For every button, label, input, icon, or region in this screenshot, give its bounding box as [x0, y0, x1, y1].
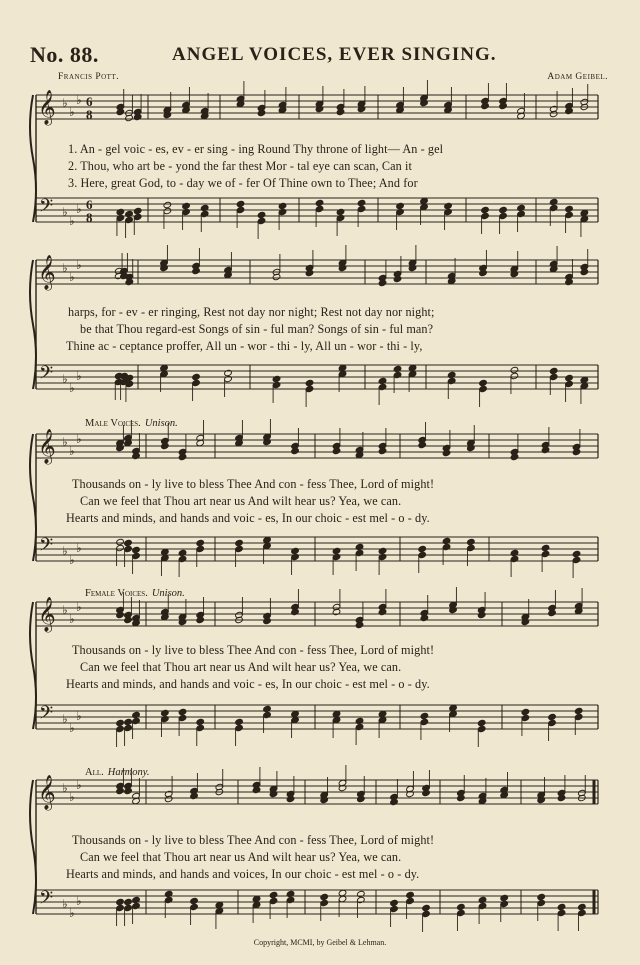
flat-sign: ♭: [76, 600, 82, 614]
note-head: [336, 208, 345, 215]
note-head: [479, 379, 488, 386]
lyric-line: Thine ac - ceptance proffer, All un - wor - thi - ly, All un - wor - thi - ly,: [66, 339, 423, 353]
lyric-line: Can we feel that Thou art near us And wilt hear us? Yea, we can.: [80, 850, 402, 864]
note-head: [320, 893, 329, 900]
time-sig-bottom: 8: [86, 107, 93, 122]
system-brace: [30, 602, 36, 729]
note-head: [500, 894, 509, 901]
note-head: [332, 547, 341, 554]
note-head: [305, 379, 314, 386]
lyric-line: Can we feel that Thou art near us And wilt hear us? Yea, we can.: [80, 660, 402, 674]
flat-sign: ♭: [69, 553, 75, 567]
note-head: [457, 903, 466, 910]
system-brace: [30, 434, 36, 561]
bass-clef-icon: 𝄢: [39, 535, 54, 560]
flat-sign: ♭: [69, 790, 75, 804]
time-sig-top: 6: [86, 94, 93, 109]
flat-sign: ♭: [69, 612, 75, 626]
note-head: [548, 713, 557, 720]
note-head: [291, 547, 300, 554]
flat-sign: ♭: [69, 906, 75, 920]
flat-sign: ♭: [62, 544, 68, 558]
note-head: [521, 708, 530, 715]
note-head: [517, 204, 526, 211]
flat-sign: ♭: [62, 712, 68, 726]
note-head: [124, 898, 133, 905]
note-head: [192, 373, 201, 380]
note-head: [125, 210, 134, 217]
lyric-line: Hearts and minds, and hands and voices, In our choic - est mel - o - dy.: [66, 867, 420, 881]
flat-sign: ♭: [76, 432, 82, 446]
flat-sign: ♭: [69, 381, 75, 395]
note-head: [132, 711, 141, 718]
flat-sign: ♭: [76, 202, 82, 216]
note-head: [357, 199, 366, 206]
note-head: [537, 893, 546, 900]
note-head: [467, 538, 476, 545]
note-head: [565, 205, 574, 212]
note-head: [420, 712, 429, 719]
note-head: [393, 365, 402, 372]
flat-sign: ♭: [76, 369, 82, 383]
note-head: [378, 547, 387, 554]
note-head: [578, 903, 587, 910]
note-head: [235, 718, 244, 725]
hymn-number: No. 88.: [30, 42, 99, 67]
treble-clef-icon: 𝄞: [38, 429, 56, 464]
lyric-line: Thousands on - ly live to bless Thee And con - fess Thee, Lord of might!: [72, 643, 435, 657]
note-head: [182, 202, 191, 209]
flat-sign: ♭: [62, 205, 68, 219]
note-head: [481, 206, 490, 213]
flat-sign: ♭: [76, 709, 82, 723]
hymn-title: ANGEL VOICES, EVER SINGING.: [172, 44, 497, 65]
flat-sign: ♭: [76, 778, 82, 792]
note-head: [235, 539, 244, 546]
lyric-line: be that Thou regard-est Songs of sin - ful man? Songs of sin - ful man?: [80, 322, 434, 336]
note-head: [315, 199, 324, 206]
note-head: [447, 371, 456, 378]
system-brace: [30, 95, 36, 222]
note-head: [549, 198, 558, 205]
flat-sign: ♭: [76, 894, 82, 908]
author-credit: Francis Pott.: [58, 72, 120, 82]
flat-sign: ♭: [69, 214, 75, 228]
note-head: [190, 897, 199, 904]
lyric-line: 1. An - gel voic - es, ev - er sing - ing Round Thy throne of light— An - gel: [68, 142, 444, 156]
flat-sign: ♭: [69, 270, 75, 284]
lyric-line: 2. Thou, who art be - yond the far thest Mor - tal eye can scan, Can it: [68, 159, 412, 173]
flat-sign: ♭: [69, 444, 75, 458]
note-head: [163, 201, 172, 208]
note-head: [390, 899, 399, 906]
flat-sign: ♭: [62, 603, 68, 617]
note-head: [116, 898, 125, 905]
flat-sign: ♭: [62, 435, 68, 449]
note-head: [116, 538, 125, 545]
note-head: [200, 204, 209, 211]
note-head: [572, 550, 581, 557]
time-sig-bottom: 8: [86, 210, 93, 225]
note-head: [124, 718, 133, 725]
note-head: [196, 539, 205, 546]
flat-sign: ♭: [76, 541, 82, 555]
note-head: [541, 544, 550, 551]
lyric-line: 3. Here, great God, to - day we of - fer Of Thine own to Thee; And for: [68, 176, 418, 190]
note-head: [378, 377, 387, 384]
note-head: [396, 202, 405, 209]
note-head: [286, 890, 295, 897]
note-head: [422, 904, 431, 911]
treble-clef-icon: 𝄞: [38, 597, 56, 632]
section-label-male: Male Voices. Unison.: [85, 418, 178, 429]
note-head: [224, 369, 233, 376]
note-head: [132, 896, 141, 903]
system-brace: [30, 260, 36, 389]
lyric-line: Thousands on - ly live to bless Thee And con - fess Thee, Lord of might!: [72, 477, 435, 491]
treble-clef-icon: 𝄞: [38, 255, 56, 290]
lyric-line: Hearts and minds, and hands and voic - es, In our choic - est mel - o - dy.: [66, 511, 430, 525]
note-head: [257, 211, 266, 218]
note-head: [574, 707, 583, 714]
bass-clef-icon: 𝄢: [39, 703, 54, 728]
note-head: [272, 375, 281, 382]
note-head: [557, 903, 566, 910]
note-head: [133, 207, 142, 214]
note-head: [269, 891, 278, 898]
flat-sign: ♭: [69, 105, 75, 119]
lyric-line: harps, for - ev - er ringing, Rest not day nor night; Rest not day nor night;: [68, 305, 435, 319]
composer-credit: Adam Geibel.: [547, 72, 608, 82]
note-head: [478, 896, 487, 903]
note-head: [477, 719, 486, 726]
lyric-line: Hearts and minds, and hands and voic - es, In our choic - est mel - o - dy.: [66, 677, 430, 691]
flat-sign: ♭: [76, 258, 82, 272]
flat-sign: ♭: [62, 372, 68, 386]
note-head: [499, 206, 508, 213]
system-brace: [30, 780, 36, 914]
note-head: [178, 549, 187, 556]
note-head: [549, 367, 558, 374]
note-head: [565, 374, 574, 381]
note-head: [510, 549, 519, 556]
note-head: [196, 718, 205, 725]
note-head: [406, 891, 415, 898]
flat-sign: ♭: [62, 261, 68, 275]
note-head: [116, 208, 125, 215]
note-head: [444, 202, 453, 209]
flat-sign: ♭: [76, 93, 82, 107]
note-head: [510, 366, 519, 373]
flat-sign: ♭: [62, 96, 68, 110]
note-head: [236, 200, 245, 207]
note-head: [132, 546, 141, 553]
note-head: [418, 545, 427, 552]
treble-clef-icon: 𝄞: [38, 90, 56, 125]
note-head: [178, 708, 187, 715]
time-sig-top: 6: [86, 197, 93, 212]
copyright-footer: Copyright, MCMI, by Geibel & Lehman.: [253, 938, 387, 947]
lyric-line: Can we feel that Thou art near us And wilt hear us? Yea, we can.: [80, 494, 402, 508]
treble-clef-icon: 𝄞: [38, 775, 56, 810]
bass-clef-icon: 𝄢: [39, 363, 54, 388]
note-head: [116, 719, 125, 726]
lyric-line: Thousands on - ly live to bless Thee And con - fess Thee, Lord of might!: [72, 833, 435, 847]
note-head: [442, 537, 451, 544]
section-label-female: Female Voices. Unison.: [85, 588, 185, 599]
note-head: [355, 543, 364, 550]
note-head: [357, 890, 366, 897]
note-head: [278, 202, 287, 209]
note-head: [124, 539, 133, 546]
bass-clef-icon: 𝄢: [39, 888, 54, 913]
note-head: [161, 709, 170, 716]
flat-sign: ♭: [62, 897, 68, 911]
flat-sign: ♭: [62, 781, 68, 795]
bass-clef-icon: 𝄢: [39, 196, 54, 221]
section-label-all: All. Harmony.: [85, 767, 150, 778]
note-head: [263, 705, 272, 712]
note-head: [355, 717, 364, 724]
flat-sign: ♭: [69, 721, 75, 735]
note-head: [164, 890, 173, 897]
